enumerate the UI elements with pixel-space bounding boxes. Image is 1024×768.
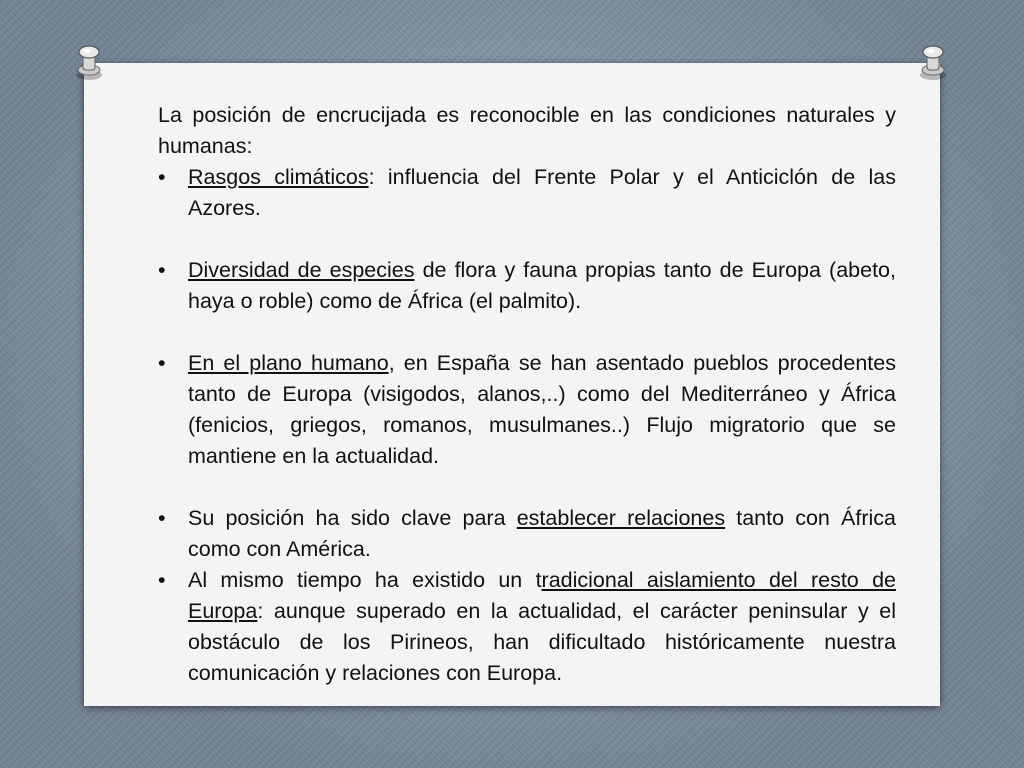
item-text: , en España se han asentado pueblos procedentes tanto de Europa (visigodos, alanos,..) como del Mediterráneo y África (fenicios, griegos, romanos, musulmanes..) Flujo migratorio que se mantiene en la actualidad. (188, 351, 896, 468)
item-text: Su posición ha sido clave para (188, 506, 517, 530)
bullet-icon: • (158, 258, 166, 282)
item-text: de flora y fauna propias tanto de Europa (abeto, haya o roble) como de África (el palmito). (188, 258, 896, 313)
item-emphasis: establecer relaciones (516, 506, 726, 530)
bullet-icon: • (158, 568, 166, 592)
item-emphasis: radicional aislamiento del resto de Europa (188, 568, 896, 623)
list-item (158, 503, 896, 565)
bullet-icon: • (158, 165, 166, 189)
item-text: Al mismo tiempo ha existido un t (188, 568, 542, 592)
bullet-icon: • (158, 351, 166, 375)
item-text: tanto con África como con América. (188, 506, 896, 561)
bullet-icon: • (158, 506, 166, 530)
intro-paragraph: La posición de encrucijada es reconocible en las condiciones naturales y humanas: (158, 103, 896, 158)
item-text: : aunque superado en la actualidad, el carácter peninsular y el obstáculo de los Pirineos, han dificultado históricamente nuestra comunicación y relaciones con Europa. (188, 599, 896, 685)
list-item (158, 348, 896, 472)
pushpin-icon (70, 42, 108, 82)
slide-content (158, 100, 896, 689)
list-item (158, 565, 896, 689)
list-item (158, 255, 896, 317)
bullet-list (158, 162, 896, 689)
item-lead: En el plano humano (188, 351, 389, 375)
list-item (158, 162, 896, 224)
item-text: : influencia del Frente Polar y el Anticiclón de las Azores. (188, 165, 896, 220)
item-lead: Diversidad de especies (188, 258, 415, 282)
pushpin-icon (914, 42, 952, 82)
item-lead: Rasgos climáticos (188, 165, 369, 189)
